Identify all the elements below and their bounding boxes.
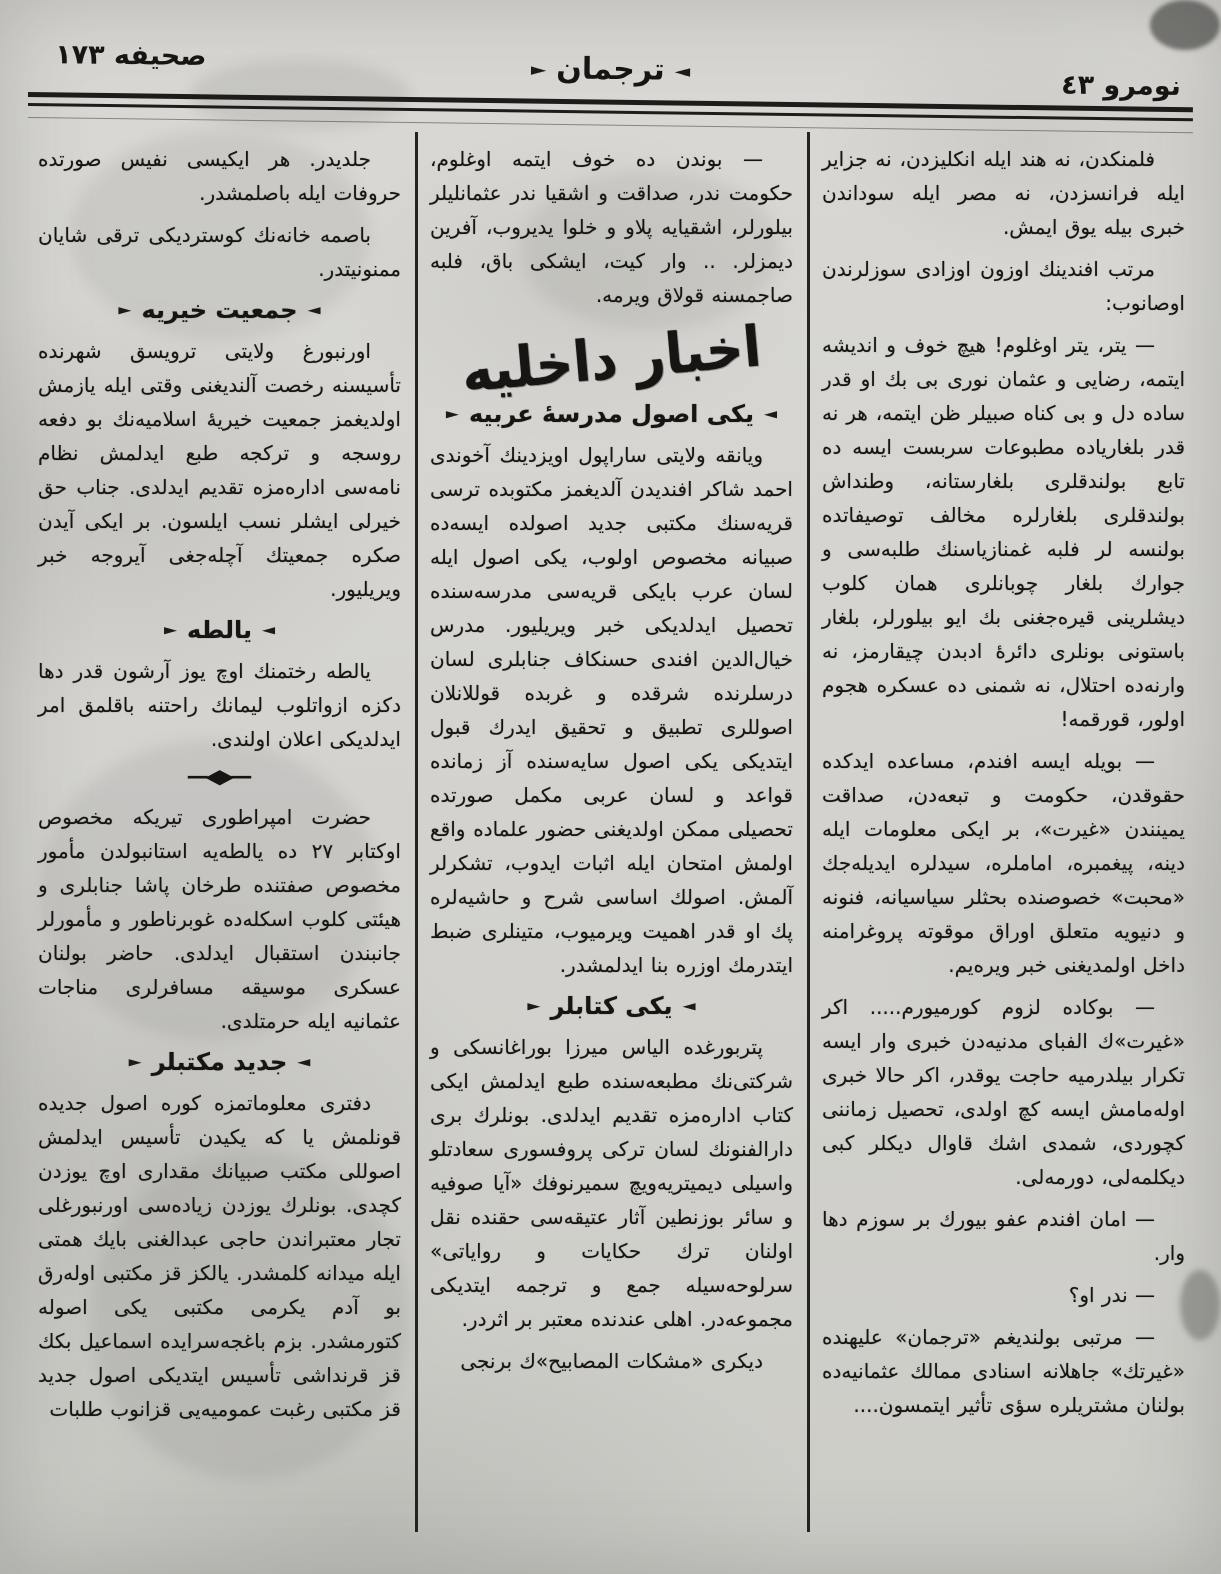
article-paragraph: — بويله ايسه افندم، مساعده ايدكده حقوقدن، حكومت و تبعه‌دن، صداقت يمينندن «غيرت»، بر ايكى معلومات ايله دينه، پيغمبره، اماملره، سيدلره ايديله‌جك «محبت» خصوصنده بحثلر سياسيانه، فنونه و دنيويه متعلق اوراق موقوته پروغرامنه داخل اولمديغنى خبر ويره‌يم.: [822, 749, 1185, 977]
section-heading: [38, 616, 401, 644]
section-heading-label: يكى كتابلر: [550, 992, 673, 1020]
dart-left-icon: ◄: [682, 997, 696, 1015]
dart-left-icon: ◄: [674, 60, 691, 82]
diamond-icon: ◆: [204, 764, 235, 788]
section-title-calligraphic: اخبار داخليه: [459, 314, 764, 406]
article-paragraph: يالطه رختمنك اوچ يوز آرشون قدر دها دكزه ازواتلوب ليمانك راحتنه باقلمق امر ايدلديكى اعلان اولندى.: [38, 659, 401, 751]
column-middle: [415, 132, 807, 1532]
masthead-title: ترجمان: [556, 51, 666, 88]
section-heading-label: جديد مكتبلر: [151, 1048, 288, 1076]
section-heading-label: يكى اصول مدرسهٔ عربيه: [469, 400, 754, 428]
dart-left-icon: ◄: [764, 405, 778, 423]
article-paragraph: — بوكاده لزوم كورميورم..... اكر «غيرت»ك الفباى مدنيه‌دن خبرى وار ايسه تكرار بيلدرميه حاجت يوقدر، اكر حالا خبرى اوله‌مامش ايسه كچ اولدى، تحصيل زماننى كچوردى، شمدى اشك قاوال ديكلر كبى ديكلمه‌لى، دورمه‌لى.: [822, 995, 1185, 1189]
dart-right-icon: ►: [128, 1053, 142, 1071]
columns: [26, 132, 1199, 1532]
column-left: [26, 132, 415, 1532]
dart-right-icon: ►: [530, 58, 547, 80]
dart-right-icon: ►: [118, 301, 132, 319]
article-paragraph: باصمه خانه‌نك كوسترديكى ترقى شايان ممنونيتدر.: [38, 223, 401, 281]
article-paragraph: مرتب افندينك اوزون اوزادى سوزلرندن اوصانوب:: [822, 257, 1185, 315]
article-paragraph: — بوندن ده خوف ايتمه اوغلوم، حكومت ندر، صداقت و اشقيا ندر عثمانليلر بيلورلر، اشقيايه پلاو و خلوا يديروب، آفرين ديمزلر. .. وار كيت، ايشكى باق، فلبه صاجمسنه قولاق ويرمه.: [430, 147, 793, 307]
article-paragraph: — امان افندم عفو بيورك بر سوزم دها وار.: [822, 1207, 1185, 1265]
section-heading-label: جمعيت خيريه: [141, 296, 298, 324]
separator-dash-icon: ―: [231, 764, 252, 788]
separator-dash-icon: ―: [187, 764, 208, 788]
issue-number: نومرو ٤٣: [1060, 69, 1182, 102]
article-paragraph: پتربورغده الياس ميرزا بوراغانسكى و شركتى‌نك مطبعه‌سنده طبع ايدلمش ايكى كتاب اداره‌مزه تقديم ايدلدى. بونلرك برى دارالفنونك لسان تركى پروفسورى سعادتلو واسيلى ديميتريه‌ويچ سميرنوفك «آيا صوفيه و سائر بوزنطين آثار عتيقه‌سى حقنده نقل اولنان ترك حكايات و رواياتى» سرلوحه‌سيله جمع و ترجمه ايتديكى مجموعه‌در. اهلى عندنده معتبر بر اثردر.: [430, 1035, 793, 1331]
dart-right-icon: ►: [163, 621, 178, 639]
corner-ink-mark: [1150, 0, 1220, 50]
dart-right-icon: ►: [445, 405, 459, 423]
dart-left-icon: ◄: [307, 301, 321, 319]
article-paragraph: فلمنكدن، نه هند ايله انكليزدن، نه جزاير ايله فرانسزدن، نه مصر ايله سوداندن خبرى بيله يوق ايمش.: [822, 147, 1185, 239]
column-right: [807, 132, 1199, 1532]
article-paragraph: حضرت امپراطورى تيريكه مخصوص اوكتابر ٢٧ ده يالطه‌يه استانبولدن مأمور مخصوص صفتنده طرخان پاشا جنابلرى و هيئتى كلوب اسكله‌ده غوبرناطور و مأمورلر جانبندن استقبال ايدلدى. حاضر بولنان عسكرى موسيقه مسافرلرى مناجات عثمانيه ايله حرمتلدى.: [38, 805, 401, 1033]
section-heading-label: يالطه: [187, 616, 252, 644]
header-rule-faint: [28, 117, 1193, 133]
article-paragraph: جلديدر. هر ايكيسى نفيس صورتده حروفات ايله باصلمشدر.: [38, 147, 401, 205]
diamond-separator: [38, 764, 401, 788]
section-heading: [430, 992, 793, 1020]
article-paragraph: ديكرى «مشكات المصابيح»ك برنجى: [460, 1349, 763, 1373]
page-number: صحيفه ١٧٣: [54, 39, 207, 73]
dart-left-icon: ◄: [261, 621, 276, 639]
article-paragraph: اورنبورغ ولايتى ترويسق شهرنده تأسيسنه رخصت آلنديغنى وقتى ايله يازمش اولديغمز جمعيت خيريهٔ اسلاميه‌نك بو دفعه روسجه و تركجه طبع ايدلمش نظام نامه‌سى اداره‌مزه تقديم ايدلدى. جناب حق خيرلى ايشلر نسب ايلسون. بر ايكى آيدن صكره جمعيتك آچله‌جغى آيروجه خبر ويريليور.: [38, 339, 401, 601]
dart-left-icon: ◄: [297, 1053, 311, 1071]
article-paragraph: — مرتبى بولنديغم «ترجمان» عليهنده «غيرتك» جاهلانه اسنادى ممالك عثمانيه‌ده بولنان مشتريلره سؤى تأثير ايتمسون....: [822, 1325, 1185, 1417]
article-paragraph: — يتر، يتر اوغلوم! هيچ خوف و انديشه ايتمه، رضايى و عثمان نورى بى بك او قدر ساده دل و بى كناه صبيلر ظن ايتمه، هر نه قدر بلغارياده مطبوعات سربست ايسه ده تابع بولندقلرى بلغارستانه، وطنداش بولندقلرى بلغارلره مخالف توصيفاتده بولنسه لر فلبه غمنازياسنك طلبه‌سى و جوارك بلغار چوبانلرى همان كلوب ديشلرينى قيره‌جغنى بك ايو بيلورلر، بلغار باستونى بونلرى دائرهٔ ادبدن چيقارمز، نه وارنه‌ده احتلال، نه شمنى ده عسكره هجوم اولور، قورقمه!: [822, 333, 1185, 731]
dart-right-icon: ►: [527, 997, 541, 1015]
section-heading: [38, 1048, 401, 1076]
article-paragraph: ويانقه ولايتى ساراپول اويزدينك آخوندى احمد شاكر افنديدن آلديغمز مكتوبده ترسى قريه‌سنك مكتبى جديد اصولده ايسه‌ده صبيانه مخصوص اولوب، يكى اصول ايله لسان عرب بايكى قريه‌سى مدرسه‌سنده تحصيل ايدلديكى خبر ويريليور. مدرس خيال‌الدين افندى حسنكاف جنابلرى لسان درسلرنده شرقده و غربده قوللانلان اصوللرى تطبيق و تحقيق ايدرك قبول ايتديكى يكى اصول سايه‌سنده آز زمانده قواعد و لسان عربى مكمل صورتده تحصيلى ممكن اولديغنى حضور علماده واقع اولمش امتحان ايله اثبات ايدوب، تشكرلر آلمش. اصولك اساسى شرح و حاشيه‌لره پك او قدر اهميت ويرميوب، متينلرى ضبط ايتدرمك اوزره بنا ايدلمشدر.: [430, 443, 793, 977]
section-heading: [430, 400, 793, 428]
masthead: [521, 51, 701, 88]
article-paragraph: دفترى معلوماتمزه كوره اصول جديده قونلمش يا كه يكيدن تأسيس ايدلمش اصوللى مكتب صبيانك مقدارى اوچ يوزدن كچدى. بونلرك يوزدن زياده‌سى اورنبورغلى تجار معتبراندن حاجى عبدالغنى بايك همتى ايله ميدانه كلمشدر. يالكز قز مكتبى اوله‌رق بو آدم يكرمى مكتبى يكى اصوله كتورمشدر. بزم باغجه‌سرايده اسماعيل بكك قز قرنداشى تأسيس ايتديكى اصول جديد قز مكتبى رغبت عموميه‌يى قزانوب طلبات: [38, 1091, 401, 1421]
article-paragraph: — ندر او؟: [1068, 1283, 1155, 1307]
section-heading: [38, 296, 401, 324]
